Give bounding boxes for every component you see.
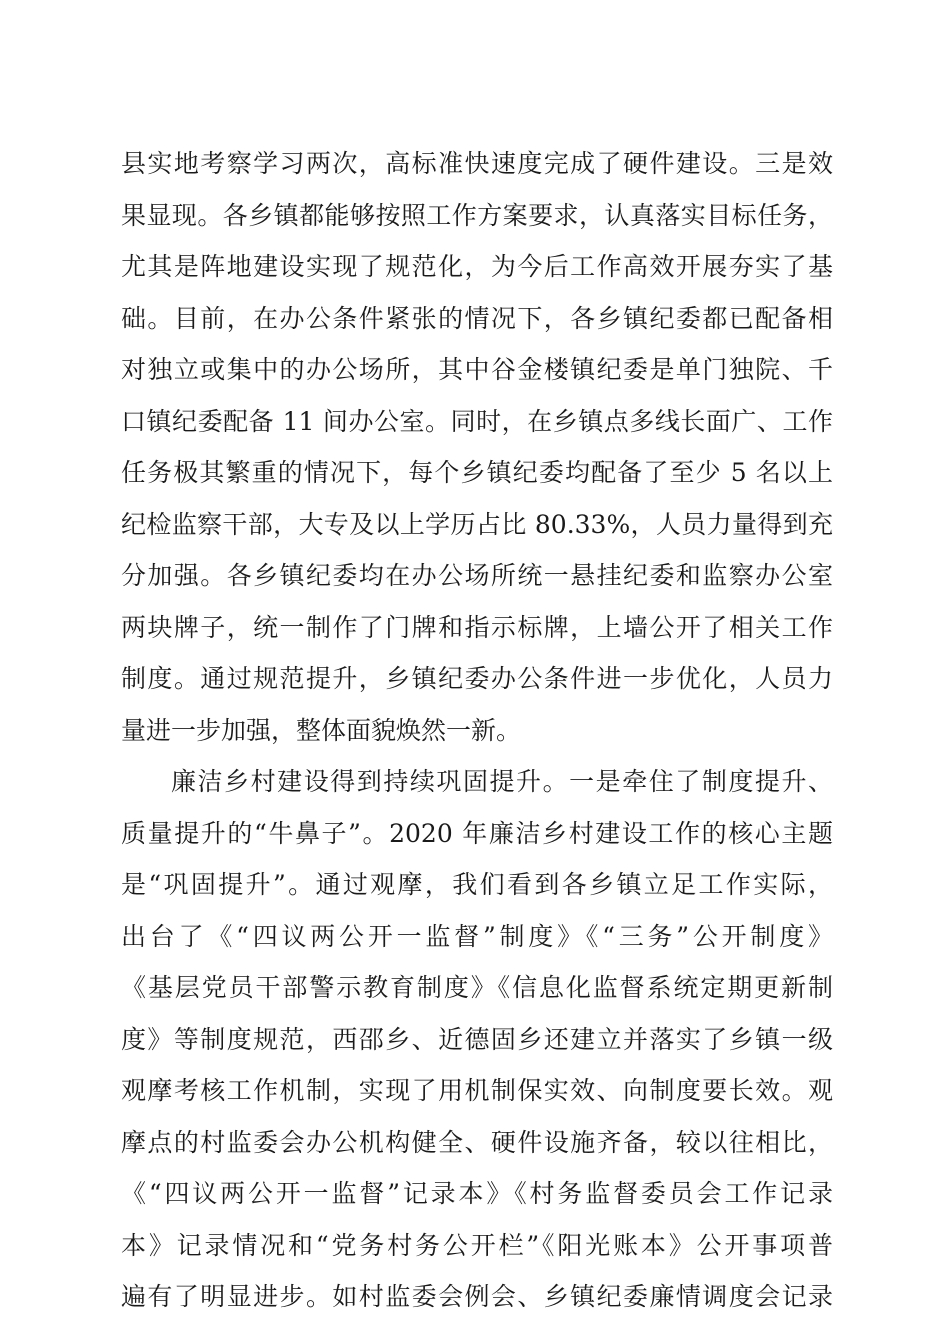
text-line: 尤其是阵地建设实现了规范化，为今后工作高效开展夯实了基 [121,252,833,281]
text-line: 质量提升的“牛鼻子”。2020 年廉洁乡村建设工作的核心主题 [121,818,833,848]
text-line: 遍有了明显进步。如村监委会例会、乡镇纪委廉情调度会记录 [121,1282,833,1311]
text-line: 《基层党员干部警示教育制度》《信息化监督系统定期更新制 [121,973,833,1002]
paragraph-1 [121,138,833,756]
text-line: 出台了《“四议两公开一监督”制度》《“三务”公开制度》 [121,921,833,951]
text-line: 纪检监察干部，大专及以上学历占比 80.33%，人员力量得到充 [121,509,833,539]
text-line: 度》等制度规范，西邵乡、近德固乡还建立并落实了乡镇一级 [121,1024,833,1054]
text-line: 任务极其繁重的情况下，每个乡镇纪委均配备了至少 5 名以上 [121,458,833,487]
text-line: 量进一步加强，整体面貌焕然一新。 [121,715,522,745]
text-line: 制度。通过规范提升，乡镇纪委办公条件进一步优化，人员力 [121,664,833,693]
text-line: 摩点的村监委会办公机构健全、硬件设施齐备，较以往相比， [121,1127,833,1157]
text-line: 县实地考察学习两次，高标准快速度完成了硬件建设。三是效 [121,149,833,178]
text-line: 观摩考核工作机制，实现了用机制保实效、向制度要长效。观 [121,1076,833,1105]
text-line: 本》记录情况和“党务村务公开栏”《阳光账本》公开事项普 [121,1230,833,1260]
text-line: 两块牌子，统一制作了门牌和指示标牌，上墙公开了相关工作 [121,612,833,642]
text-line: 础。目前，在办公条件紧张的情况下，各乡镇纪委都已配备相 [121,303,833,333]
text-line: 廉洁乡村建设得到持续巩固提升。一是牵住了制度提升、 [171,767,833,796]
text-line: 对独立或集中的办公场所，其中谷金楼镇纪委是单门独院、千 [121,355,833,384]
text-line: 分加强。各乡镇纪委均在办公场所统一悬挂纪委和监察办公室 [121,561,833,590]
text-line: 《“四议两公开一监督”记录本》《村务监督委员会工作记录 [121,1179,833,1208]
body-text [121,138,833,1323]
text-line: 口镇纪委配备 11 间办公室。同时，在乡镇点多线长面广、工作 [121,406,833,436]
text-line: 果显现。各乡镇都能够按照工作方案要求，认真落实目标任务， [121,200,833,230]
paragraph-2 [121,756,833,1323]
text-line: 是“巩固提升”。通过观摩，我们看到各乡镇立足工作实际， [121,870,833,899]
